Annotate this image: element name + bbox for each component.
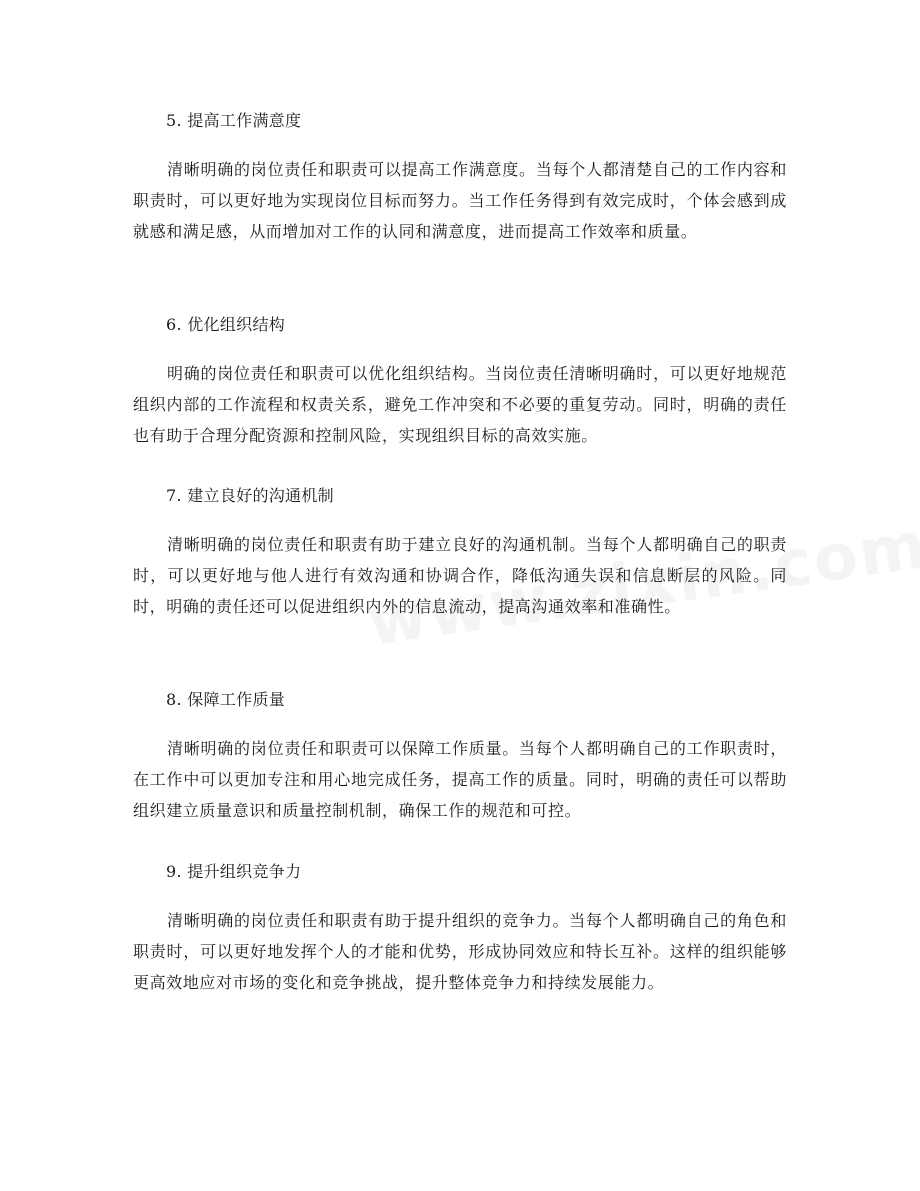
section-paragraph: 清晰明确的岗位责任和职责有助于建立良好的沟通机制。当每个人都明确自己的职责时，可以更好地与他人进行有效沟通和协调合作，降低沟通失误和信息断层的风险。同时，明确的责任还可以促进组织内外的信息流动，提高沟通效率和准确性。 bbox=[133, 535, 787, 616]
section-5 bbox=[133, 111, 787, 247]
section-7 bbox=[133, 486, 787, 622]
section-paragraph: 清晰明确的岗位责任和职责可以保障工作质量。当每个人都明确自己的工作职责时，在工作中可以更加专注和用心地完成任务，提高工作的质量。同时，明确的责任可以帮助组织建立质量意识和质量控制机制，确保工作的规范和可控。 bbox=[133, 739, 787, 820]
section-heading: 7. 建立良好的沟通机制 bbox=[166, 486, 334, 505]
section-8 bbox=[133, 690, 787, 826]
section-paragraph: 清晰明确的岗位责任和职责可以提高工作满意度。当每个人都清楚自己的工作内容和职责时，可以更好地为实现岗位目标而努力。当工作任务得到有效完成时，个体会感到成就感和满足感，从而增加对工作的认同和满意度，进而提高工作效率和质量。 bbox=[133, 160, 787, 241]
section-9 bbox=[133, 862, 787, 998]
section-heading: 9. 提升组织竞争力 bbox=[166, 862, 302, 881]
section-6 bbox=[133, 315, 787, 451]
section-heading: 8. 保障工作质量 bbox=[166, 690, 286, 709]
section-paragraph: 清晰明确的岗位责任和职责有助于提升组织的竞争力。当每个人都明确自己的角色和职责时，可以更好地发挥个人的才能和优势，形成协同效应和特长互补。这样的组织能够更高效地应对市场的变化和竞争挑战，提升整体竞争力和持续发展能力。 bbox=[133, 911, 787, 992]
section-heading: 6. 优化组织结构 bbox=[166, 315, 286, 334]
section-heading: 5. 提高工作满意度 bbox=[166, 111, 302, 130]
section-paragraph: 明确的岗位责任和职责可以优化组织结构。当岗位责任清晰明确时，可以更好地规范组织内部的工作流程和权责关系，避免工作冲突和不必要的重复劳动。同时，明确的责任也有助于合理分配资源和控制风险，实现组织目标的高效实施。 bbox=[133, 364, 787, 445]
